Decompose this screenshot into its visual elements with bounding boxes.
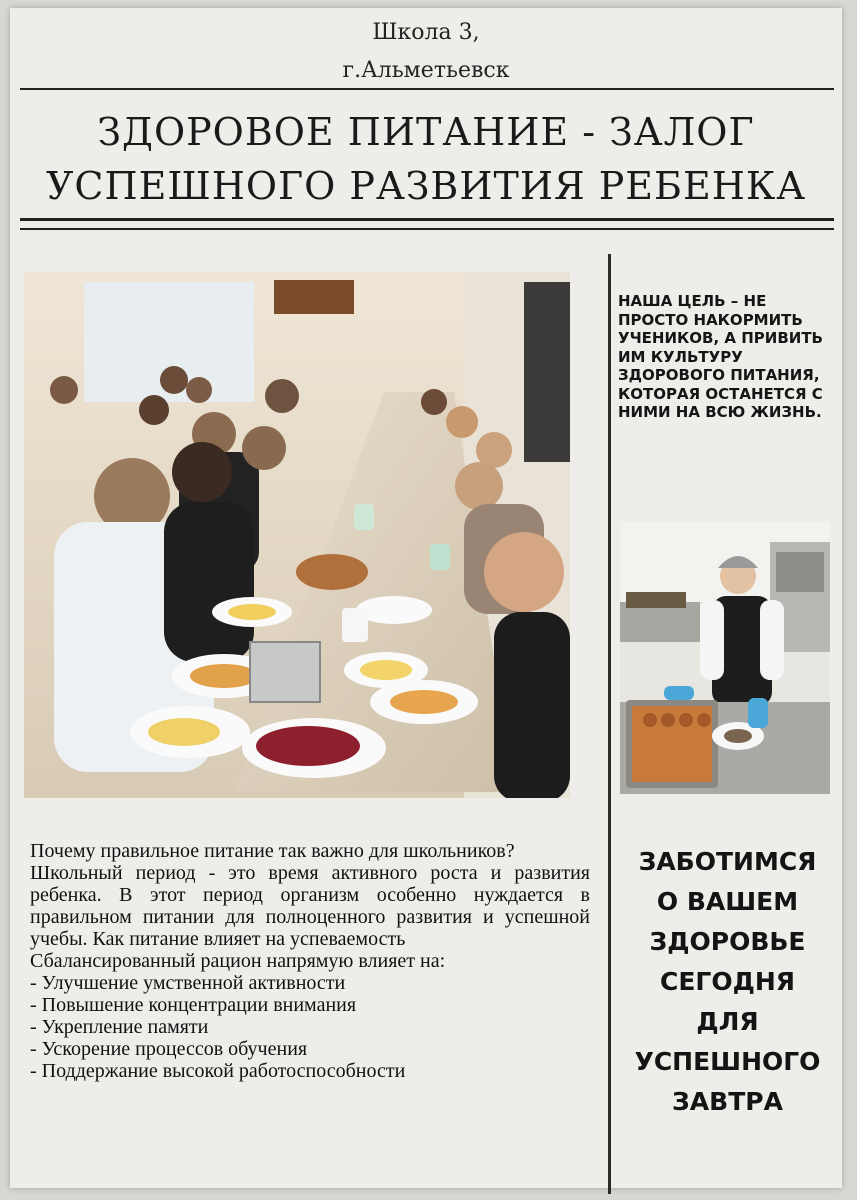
school-city: г.Альметьевск bbox=[342, 58, 510, 83]
header-rule-top bbox=[20, 88, 834, 90]
slogan-line: ЗАВТРА bbox=[672, 1087, 783, 1116]
article-item-list bbox=[30, 972, 590, 1082]
cook-photo bbox=[620, 522, 830, 794]
slogan-line: ЗДОРОВЬЕ bbox=[649, 927, 806, 956]
canteen-photo bbox=[24, 272, 570, 798]
list-item: - Повышение концентрации внимания bbox=[30, 994, 357, 1016]
school-name: Школа 3, bbox=[372, 20, 480, 45]
article-question: Почему правильное питание так важно для школьников? bbox=[30, 840, 515, 862]
poster-sheet bbox=[10, 8, 842, 1188]
article-intro-list: Сбалансированный рацион напрямую влияет на: bbox=[30, 950, 446, 972]
article-paragraph: Школьный период - это время активного роста и развития ребенка. В этот период организм особенно нуждается в правильном питании для полноценного развития и успешной учебы. Как питание влияет на успеваемость bbox=[30, 862, 590, 950]
slogan-line: УСПЕШНОГО bbox=[634, 1047, 821, 1076]
headline-rule-1 bbox=[20, 218, 834, 221]
list-item: - Укрепление памяти bbox=[30, 1016, 209, 1038]
list-item: - Поддержание высокой работоспособности bbox=[30, 1060, 406, 1082]
headline-line-1: ЗДОРОВОЕ ПИТАНИЕ - ЗАЛОГ bbox=[97, 110, 755, 154]
slogan-line: СЕГОДНЯ bbox=[659, 967, 796, 996]
slogan-line: О ВАШЕМ bbox=[656, 887, 799, 916]
headline-rule-2 bbox=[20, 228, 834, 230]
article-body bbox=[30, 840, 590, 1082]
list-item: - Улучшение умственной активности bbox=[30, 972, 346, 994]
list-item: - Ускорение процессов обучения bbox=[30, 1038, 308, 1060]
goal-statement: НАША ЦЕЛЬ – НЕ ПРОСТО НАКОРМИТЬ УЧЕНИКОВ, А ПРИВИТЬ ИМ КУЛЬТУРУ ЗДОРОВОГО ПИТАНИЯ, КОТОРАЯ ОСТАНЕТСЯ С НИМИ НА ВСЮ ЖИЗНЬ. bbox=[618, 292, 823, 421]
slogan-line: ЗАБОТИМСЯ bbox=[638, 847, 817, 876]
slogan-block bbox=[615, 842, 840, 1122]
headline-line-2: УСПЕШНОГО РАЗВИТИЯ РЕБЕНКА bbox=[45, 164, 807, 208]
slogan-line: ДЛЯ bbox=[696, 1007, 759, 1036]
column-divider bbox=[608, 254, 611, 1194]
